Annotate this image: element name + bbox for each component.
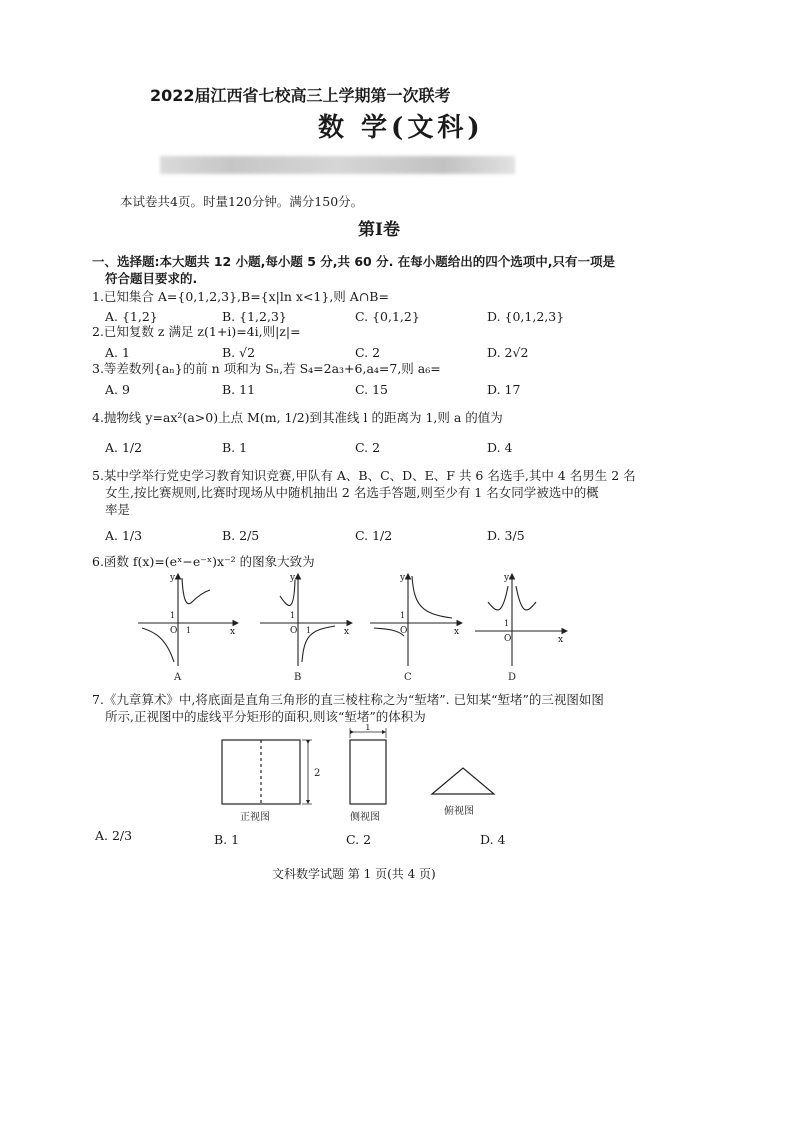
subject-title: 数 学(文科) [318,113,484,143]
q7-top-view [432,768,494,817]
q6-stem: 6.函数 f(x)=(eˣ−e⁻ˣ)x⁻² 的图象大致为 [92,554,315,569]
q2-stem: 2.已知复数 z 满足 z(1+i)=4i,则|z|= [92,324,301,339]
q6-graph-b-ylabel: y [290,573,296,583]
q1-option-b: B. {1,2,3} [222,309,287,324]
q7-front-view-label: 正视图 [240,812,270,823]
q7-front-view [222,740,320,823]
q6-graph-c [370,573,462,683]
q6-graph-d-label: D [508,672,517,683]
q7-side-view-label: 侧视图 [350,812,380,823]
q6-graph-c-ylabel: y [400,573,406,583]
q6-graph-a-one-x: 1 [186,626,192,635]
q7-option-c: C. 2 [346,832,372,847]
part1-heading-line1: 一、选择题:本大题共 12 小题,每小题 5 分,共 60 分. 在每小题给出的四个选项中,只有一项是 [92,254,615,269]
q6-graph-a-origin: O [170,626,178,636]
q6-graph-a-one: 1 [170,611,176,620]
q7-stem-line1: 7.《九章算术》中,将底面是直角三角形的直三棱柱称之为“堑堵”. 已知某“堑堵”的三视图如图 [92,692,604,707]
intro-text: 本试卷共4页。时量120分钟。满分150分。 [120,194,364,209]
q6-graph-a-ylabel: y [170,573,176,583]
q3-option-b: B. 11 [222,382,256,397]
section-title: 第Ⅰ卷 [358,220,400,240]
q5-stem-line3: 率是 [105,502,131,517]
q1-option-d: D. {0,1,2,3} [487,309,565,324]
q6-graph-d [475,573,567,683]
q6-graph-b-one: 1 [290,611,296,620]
q2-option-d: D. 2√2 [487,345,529,360]
q5-option-b: B. 2/5 [222,528,260,543]
q7-stem-line2: 所示,正视图中的虚线平分矩形的面积,则该“堑堵”的体积为 [105,709,426,724]
q6-graph-b-origin: O [290,626,298,636]
q3-stem: 3.等差数列{aₙ}的前 n 项和为 Sₙ,若 S₄=2a₃+6,a₄=7,则 a₆= [92,361,441,376]
q5-stem-line2: 女生,按比赛规则,比赛时现场从中随机抽出 2 名选手答题,则至少有 1 名女同学被选中的概 [105,485,599,500]
page-footer: 文科数学试题 第 1 页(共 4 页) [272,867,436,881]
q7-dim-width: 1 [365,724,371,733]
q1-option-c: C. {0,1,2} [355,309,420,324]
q5-stem-line1: 5.某中学举行党史学习教育知识竞赛,甲队有 A、B、C、D、E、F 共 6 名选手,其中 4 名男生 2 名 [92,468,636,483]
q6-graph-b [260,573,352,683]
q6-graph-c-label: C [404,672,412,683]
q4-stem: 4.抛物线 y=ax²(a>0)上点 M(m, 1/2)到其准线 l 的距离为 1,则 a 的值为 [92,410,503,425]
q6-graph-d-origin: O [504,634,512,644]
q6-graph-c-one: 1 [400,611,406,620]
q1-stem: 1.已知集合 A={0,1,2,3},B={x|ln x<1},则 A∩B= [92,289,389,304]
q5-option-a: A. 1/3 [105,528,143,543]
q6-graph-b-label: B [294,672,302,683]
q5-option-c: C. 1/2 [355,528,393,543]
q7-top-view-label: 俯视图 [444,806,474,817]
q4-option-c: C. 2 [355,440,381,455]
q2-option-a: A. 1 [105,345,130,360]
q4-option-a: A. 1/2 [105,440,143,455]
q6-graph-d-ylabel: y [504,573,510,583]
q7-option-d: D. 4 [480,832,506,847]
q6-graph-b-xlabel: x [344,627,350,637]
q1-option-a: A. {1,2} [105,309,158,324]
q6-graph-d-xlabel: x [558,635,564,645]
part1-heading-line2: 符合题目要求的. [105,271,198,286]
blurred-watermark [160,156,515,174]
q6-graph-d-one: 1 [504,619,510,628]
q4-option-b: B. 1 [222,440,248,455]
q2-option-c: C. 2 [355,345,381,360]
exam-title: 2022届江西省七校高三上学期第一次联考 [150,86,451,105]
q6-graph-a [138,573,238,683]
q7-side-view [350,724,386,823]
q3-option-c: C. 15 [355,382,388,397]
q7-option-a: A. 2/3 [95,828,133,843]
q6-graph-c-xlabel: x [454,627,460,637]
q6-function-graphs [130,566,570,684]
q5-option-d: D. 3/5 [487,528,525,543]
q7-dim-height: 2 [314,768,321,779]
q6-graph-a-label: A [174,672,182,683]
q6-graph-b-one-x: 1 [306,626,312,635]
q3-option-a: A. 9 [105,382,130,397]
q3-option-d: D. 17 [487,382,521,397]
q4-option-d: D. 4 [487,440,513,455]
q6-graph-a-xlabel: x [230,627,236,637]
q2-option-b: B. √2 [222,345,256,360]
q7-option-b: B. 1 [214,832,240,847]
q6-graph-c-origin: O [400,626,408,636]
q7-three-view-drawing [210,724,510,824]
